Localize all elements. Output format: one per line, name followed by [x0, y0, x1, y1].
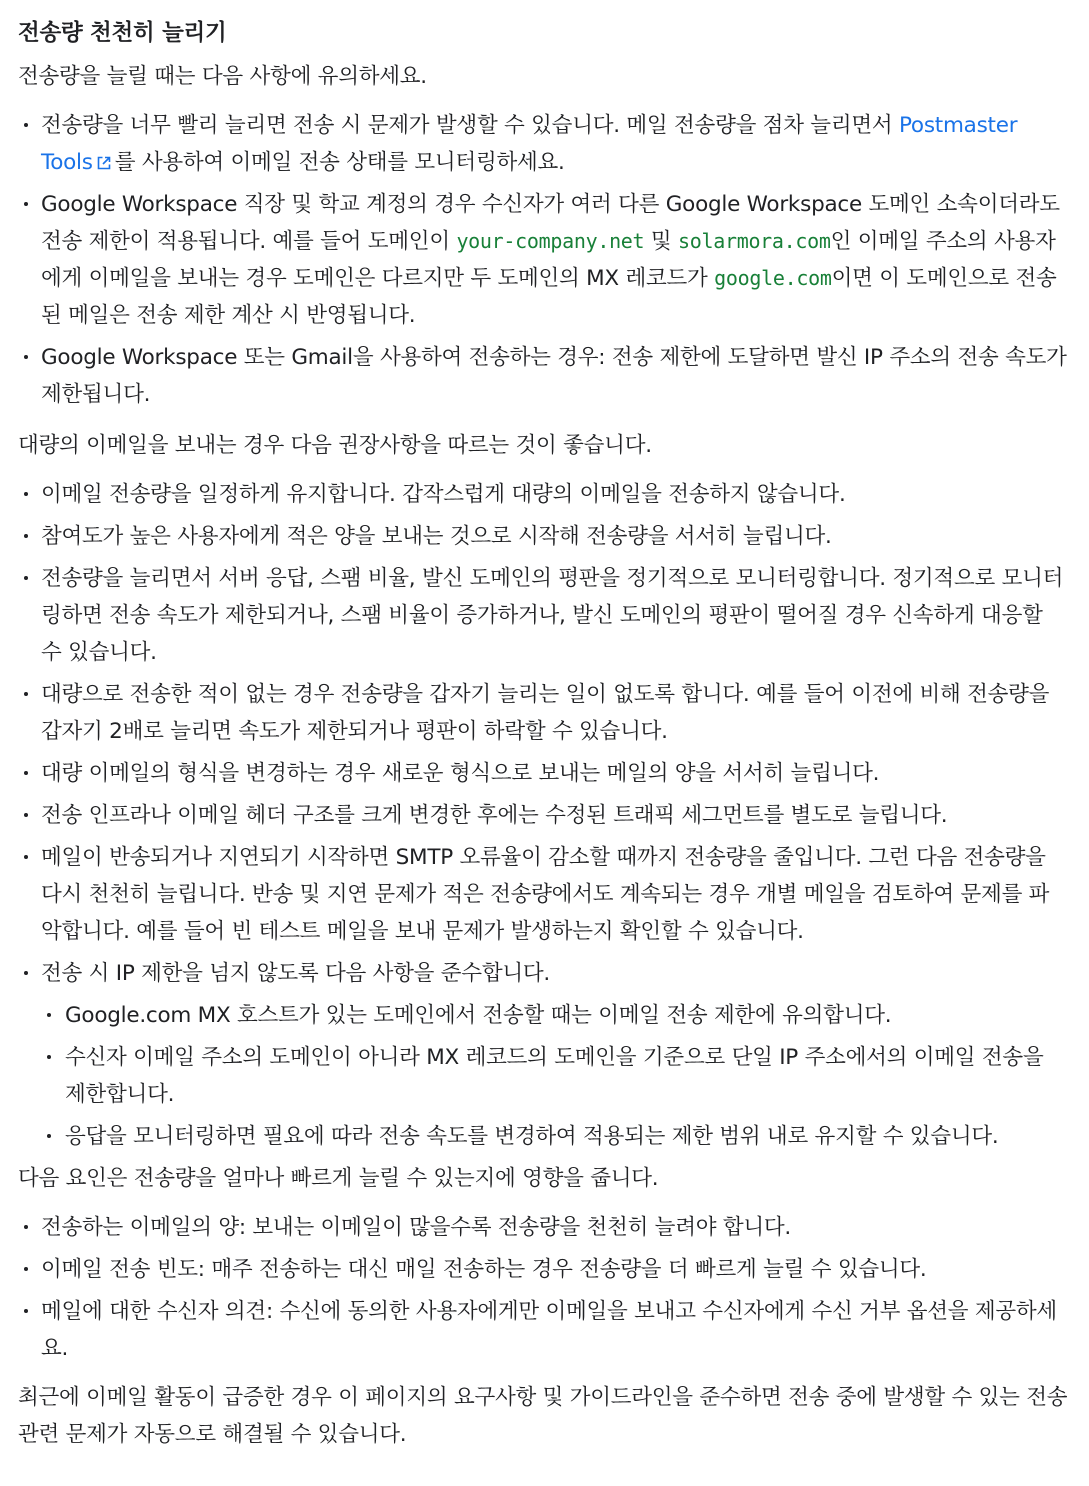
link-label[interactable]: Postmaster Tools — [41, 113, 1018, 175]
code-domain-2: solarmora.com — [678, 229, 831, 253]
list-item: 이메일 전송 빈도: 매주 전송하는 대신 매일 전송하는 경우 전송량을 더 빠르게 늘릴 수 있습니다. — [18, 1251, 1069, 1288]
paragraph-recommendations: 대량의 이메일을 보내는 경우 다음 권장사항을 따르는 것이 좋습니다. — [18, 433, 652, 458]
list-item-text: 를 사용하여 이메일 전송 상태를 모니터링하세요. — [114, 150, 565, 175]
list-item: 대량 이메일의 형식을 변경하는 경우 새로운 형식으로 보내는 메일의 양을 서서히 늘립니다. — [18, 755, 1069, 792]
section-heading: 전송량 천천히 늘리기 — [18, 20, 227, 46]
code-domain-3: google.com — [714, 266, 832, 290]
paragraph-closing: 최근에 이메일 활동이 급증한 경우 이 페이지의 요구사항 및 가이드라인을 준수하면 전송 중에 발생할 수 있는 전송 관련 문제가 자동으로 해결될 수 있습니다. — [18, 1385, 1068, 1447]
list-item — [18, 186, 1069, 334]
external-link-icon — [97, 156, 111, 170]
list-item: 전송 인프라나 이메일 헤더 구조를 크게 변경한 후에는 수정된 트래픽 세그먼트를 별도로 늘립니다. — [18, 797, 1069, 834]
list-item: 메일이 반송되거나 지연되기 시작하면 SMTP 오류율이 감소할 때까지 전송량을 줄입니다. 그런 다음 전송량을 다시 천천히 늘립니다. 반송 및 지연 문제가 적은 전송량에서도 계속되는 경우 개별 메일을 검토하여 문제를 파악합니다. 예를 들어 빈 테스트 메일을 보내 문제가 발생하는지 확인할 수 있습니다. — [18, 839, 1069, 950]
list-item — [18, 955, 1069, 1155]
list-item — [18, 107, 1069, 181]
nested-list-item: 응답을 모니터링하면 필요에 따라 전송 속도를 변경하여 적용되는 제한 범위 내로 유지할 수 있습니다. — [41, 1118, 1069, 1155]
list-item-text: 및 — [644, 229, 678, 254]
list-item: 대량으로 전송한 적이 없는 경우 전송량을 갑자기 늘리는 일이 없도록 합니다. 예를 들어 이전에 비해 전송량을 갑자기 2배로 늘리면 속도가 제한되거나 평판이 하락할 수 있습니다. — [18, 676, 1069, 750]
bullet-list-considerations — [18, 107, 1069, 413]
list-item: 메일에 대한 수신자 의견: 수신에 동의한 사용자에게만 이메일을 보내고 수신자에게 수신 거부 옵션을 제공하세요. — [18, 1293, 1069, 1367]
list-item: 참여도가 높은 사용자에게 적은 양을 보내는 것으로 시작해 전송량을 서서히 늘립니다. — [18, 518, 1069, 555]
bullet-list-factors — [18, 1209, 1069, 1367]
list-item: 전송하는 이메일의 양: 보내는 이메일이 많을수록 전송량을 천천히 늘려야 합니다. — [18, 1209, 1069, 1246]
list-item-text: 전송 시 IP 제한을 넘지 않도록 다음 사항을 준수합니다. — [41, 961, 550, 986]
bullet-list-recommendations — [18, 476, 1069, 1155]
paragraph-factors: 다음 요인은 전송량을 얼마나 빠르게 늘릴 수 있는지에 영향을 줍니다. — [18, 1166, 659, 1191]
nested-list-item: Google.com MX 호스트가 있는 도메인에서 전송할 때는 이메일 전송 제한에 유의합니다. — [41, 997, 1069, 1034]
code-domain-1: your-company.net — [456, 229, 645, 253]
list-item: 전송량을 늘리면서 서버 응답, 스팸 비율, 발신 도메인의 평판을 정기적으로 모니터링합니다. 정기적으로 모니터링하면 전송 속도가 제한되거나, 스팸 비율이 증가하거나, 발신 도메인의 평판이 떨어질 경우 신속하게 대응할 수 있습니다. — [18, 560, 1069, 671]
list-item: 이메일 전송량을 일정하게 유지합니다. 갑작스럽게 대량의 이메일을 전송하지 않습니다. — [18, 476, 1069, 513]
nested-list-item: 수신자 이메일 주소의 도메인이 아니라 MX 레코드의 도메인을 기준으로 단일 IP 주소에서의 이메일 전송을 제한합니다. — [41, 1039, 1069, 1113]
list-item-text: Google Workspace 직장 및 학교 계정의 경우 수신자가 여러 다른 Google Workspace 도메인 소속이더라도 전송 제한이 적용됩니다. 예를 들어 도메인이 — [41, 192, 1060, 254]
list-item-text: 이면 이 도메인으로 전송된 메일은 전송 제한 계산 시 반영됩니다. — [41, 266, 1057, 328]
intro-paragraph: 전송량을 늘릴 때는 다음 사항에 유의하세요. — [18, 64, 427, 89]
list-item: Google Workspace 또는 Gmail을 사용하여 전송하는 경우: 전송 제한에 도달하면 발신 IP 주소의 전송 속도가 제한됩니다. — [18, 339, 1069, 413]
nested-bullet-list — [41, 997, 1069, 1155]
list-item-text: 전송량을 너무 빨리 늘리면 전송 시 문제가 발생할 수 있습니다. 메일 전송량을 점차 늘리면서 — [41, 113, 899, 138]
list-item-text: 인 이메일 주소의 사용자에게 이메일을 보내는 경우 도메인은 다르지만 두 도메인의 MX 레코드가 — [41, 229, 1056, 291]
